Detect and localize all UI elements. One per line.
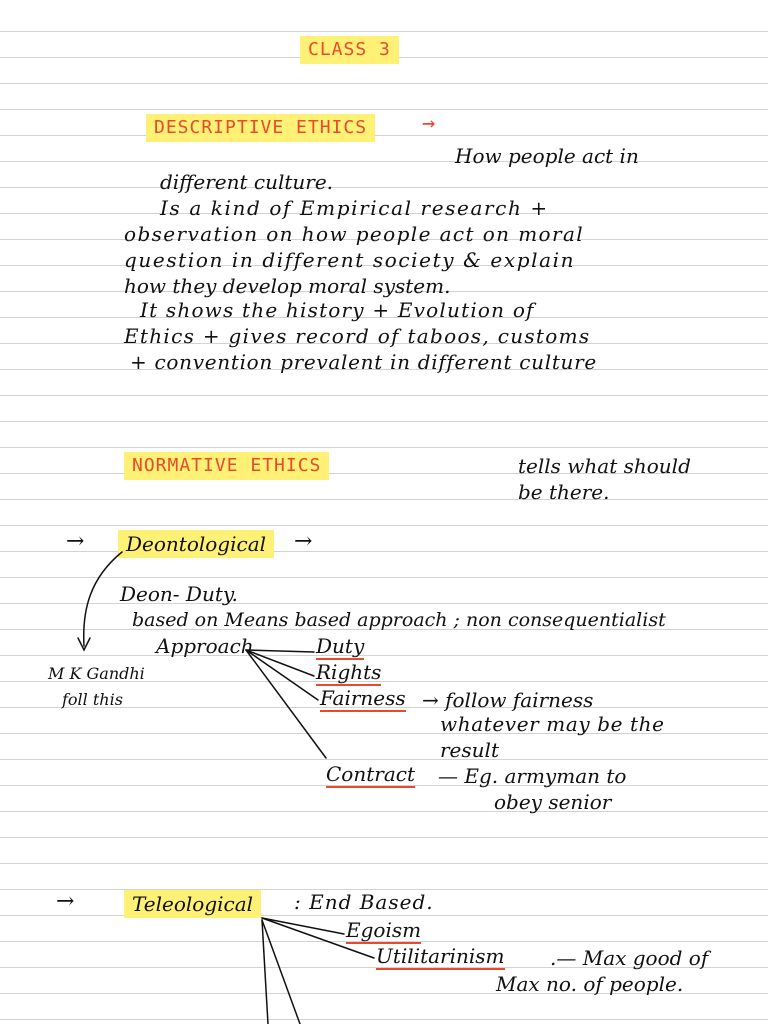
branch-duty: Duty (316, 634, 365, 658)
descriptive-line-9: + convention prevalent in different culture (130, 350, 597, 374)
normative-ethics-heading: NORMATIVE ETHICS (124, 452, 329, 480)
descriptive-line-5: question in different society & explain (124, 248, 576, 272)
branch-egoism: Egoism (346, 918, 422, 942)
descriptive-line-2: different culture. (160, 170, 334, 194)
utilitarianism-note-1: .— Max good of (550, 946, 709, 970)
line-to-utilitarianism (262, 918, 374, 958)
deontological-arrow-left: → (66, 529, 85, 554)
normative-note-1: tells what should (518, 454, 691, 478)
line-to-fairness (246, 650, 318, 700)
descriptive-line-6: how they develop moral system. (124, 274, 451, 298)
line-to-egoism (262, 918, 344, 934)
gandhi-note-1: M K Gandhi (48, 664, 145, 683)
line-to-contract (246, 650, 326, 758)
branch-contract: Contract (326, 762, 415, 786)
branch-rights: Rights (316, 660, 382, 684)
descriptive-line-1: How people act in (455, 144, 639, 168)
descriptive-arrow: → (422, 111, 437, 136)
branch-utilitarianism: Utilitarinism (376, 944, 505, 968)
gandhi-connector-curve (84, 552, 122, 646)
approach-label: Approach (156, 634, 254, 658)
fairness-note-1: → follow fairness (422, 688, 594, 712)
line-to-duty (246, 650, 314, 652)
class-title: CLASS 3 (300, 36, 399, 64)
deon-based-line: based on Means based approach ; non consequentialist (132, 609, 666, 631)
deon-definition: Deon- Duty. (120, 582, 238, 606)
descriptive-line-4: observation on how people act on moral (124, 222, 585, 246)
end-based-label: : End Based. (294, 890, 434, 914)
descriptive-line-3: Is a kind of Empirical research + (160, 196, 549, 220)
descriptive-line-8: Ethics + gives record of taboos, customs (124, 324, 591, 348)
branch-fairness: Fairness (320, 686, 406, 710)
deontological-heading: Deontological (118, 530, 274, 558)
gandhi-note-2: foll this (62, 690, 123, 709)
normative-note-2: be there. (518, 480, 610, 504)
descriptive-line-7: It shows the history + Evolution of (140, 298, 535, 322)
utilitarianism-note-2: Max no. of people. (496, 972, 684, 996)
fairness-note-3: result (440, 738, 499, 762)
deontological-arrow-right: → (294, 529, 313, 554)
teleological-arrow: → (56, 889, 75, 914)
contract-note-2: obey senior (494, 790, 612, 814)
descriptive-ethics-heading: DESCRIPTIVE ETHICS (146, 114, 375, 142)
fairness-note-2: whatever may be the (440, 712, 665, 736)
teleological-heading: Teleological (124, 890, 261, 918)
contract-note-1: — Eg. armyman to (438, 764, 627, 788)
